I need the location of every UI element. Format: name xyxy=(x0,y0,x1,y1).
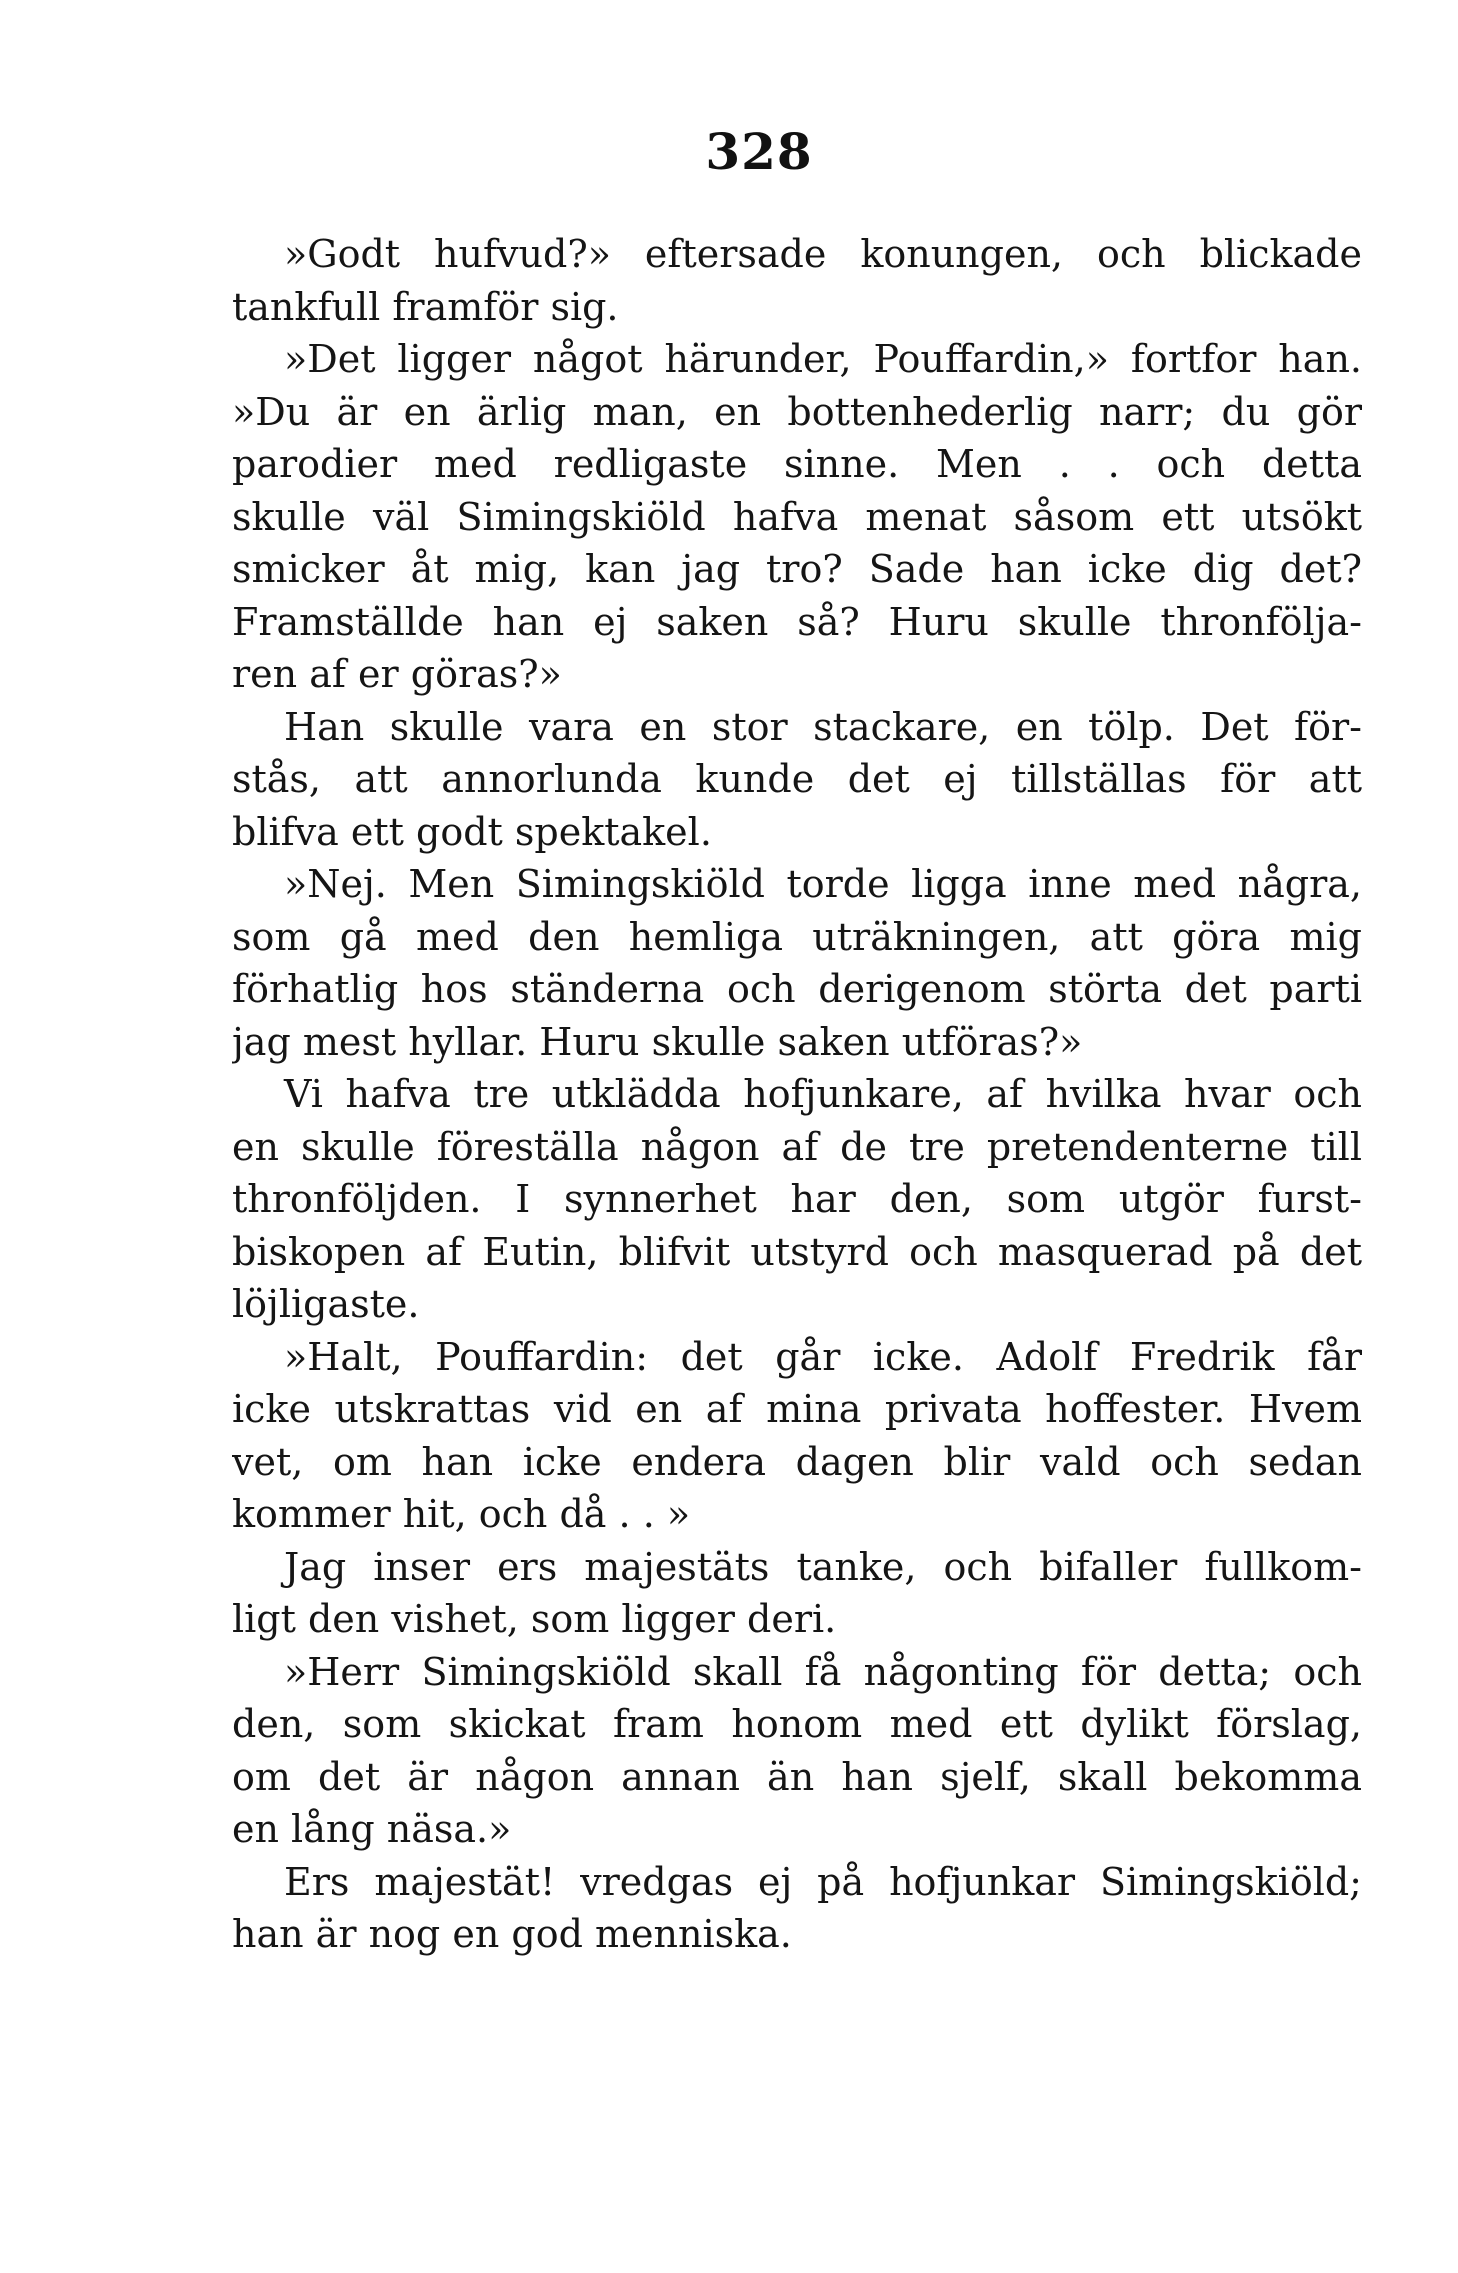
text-line: den, som skickat fram honom med ett dylikt förslag, xyxy=(232,1702,1362,1746)
text-line: kommer hit, och då . . » xyxy=(232,1492,691,1536)
text-line: jag mest hyllar. Huru skulle saken utföras?» xyxy=(232,1019,1083,1064)
text-line: »Du är en ärlig man, en bottenhederlig narr; du gör xyxy=(232,389,1362,434)
body-text xyxy=(232,228,1362,1961)
text-line: smicker åt mig, kan jag tro? Sade han icke dig det? xyxy=(232,547,1362,591)
text-line: vet, om han icke endera dagen blir vald och sedan xyxy=(232,1439,1362,1484)
text-line: »Godt hufvud?» eftersade konungen, och blickade xyxy=(284,232,1362,276)
text-line: Jag inser ers majestäts tanke, och bifaller fullkom- xyxy=(284,1544,1362,1589)
text-line: »Halt, Pouffardin: det går icke. Adolf Fredrik får xyxy=(284,1334,1362,1379)
text-line: Han skulle vara en stor stackare, en tölp. Det för- xyxy=(284,704,1362,749)
text-line: parodier med redligaste sinne. Men . . och detta xyxy=(232,442,1362,486)
text-line: thronföljden. I synnerhet har den, som utgör furst- xyxy=(232,1177,1362,1221)
page-number: 328 xyxy=(705,122,813,181)
text-line: biskopen af Eutin, blifvit utstyrd och masquerad på det xyxy=(232,1229,1362,1274)
text-line: löjligaste. xyxy=(232,1282,420,1326)
text-line: »Det ligger något härunder, Pouffardin,» fortfor han. xyxy=(284,337,1362,381)
text-line: »Nej. Men Simingskiöld torde ligga inne med några, xyxy=(284,862,1362,906)
text-line: stås, att annorlunda kunde det ej tillställas för att xyxy=(232,757,1362,801)
text-line: en lång näsa.» xyxy=(232,1807,512,1851)
text-line: han är nog en god menniska. xyxy=(232,1912,792,1956)
text-line: en skulle föreställa någon af de tre pretendenterne till xyxy=(232,1124,1362,1169)
text-line: tankfull framför sig. xyxy=(232,284,619,329)
text-line: förhatlig hos ständerna och derigenom störta det parti xyxy=(232,967,1362,1011)
text-line: ren af er göras?» xyxy=(232,652,562,696)
text-line: som gå med den hemliga uträkningen, att göra mig xyxy=(232,914,1362,959)
text-line: om det är någon annan än han sjelf, skall bekomma xyxy=(232,1754,1362,1799)
text-line: icke utskrattas vid en af mina privata hoffester. Hvem xyxy=(232,1387,1362,1431)
text-line: Ers majestät! vredgas ej på hofjunkar Simingskiöld; xyxy=(284,1859,1362,1904)
text-line: blifva ett godt spektakel. xyxy=(232,809,712,854)
text-line: ligt den vishet, som ligger deri. xyxy=(232,1597,837,1641)
text-line: skulle väl Simingskiöld hafva menat såsom ett utsökt xyxy=(232,494,1362,539)
text-line: »Herr Simingskiöld skall få någonting för detta; och xyxy=(284,1649,1362,1694)
text-line: Vi hafva tre utklädda hofjunkare, af hvilka hvar och xyxy=(284,1072,1362,1116)
text-line: Framställde han ej saken så? Huru skulle thronfölja- xyxy=(232,599,1362,644)
